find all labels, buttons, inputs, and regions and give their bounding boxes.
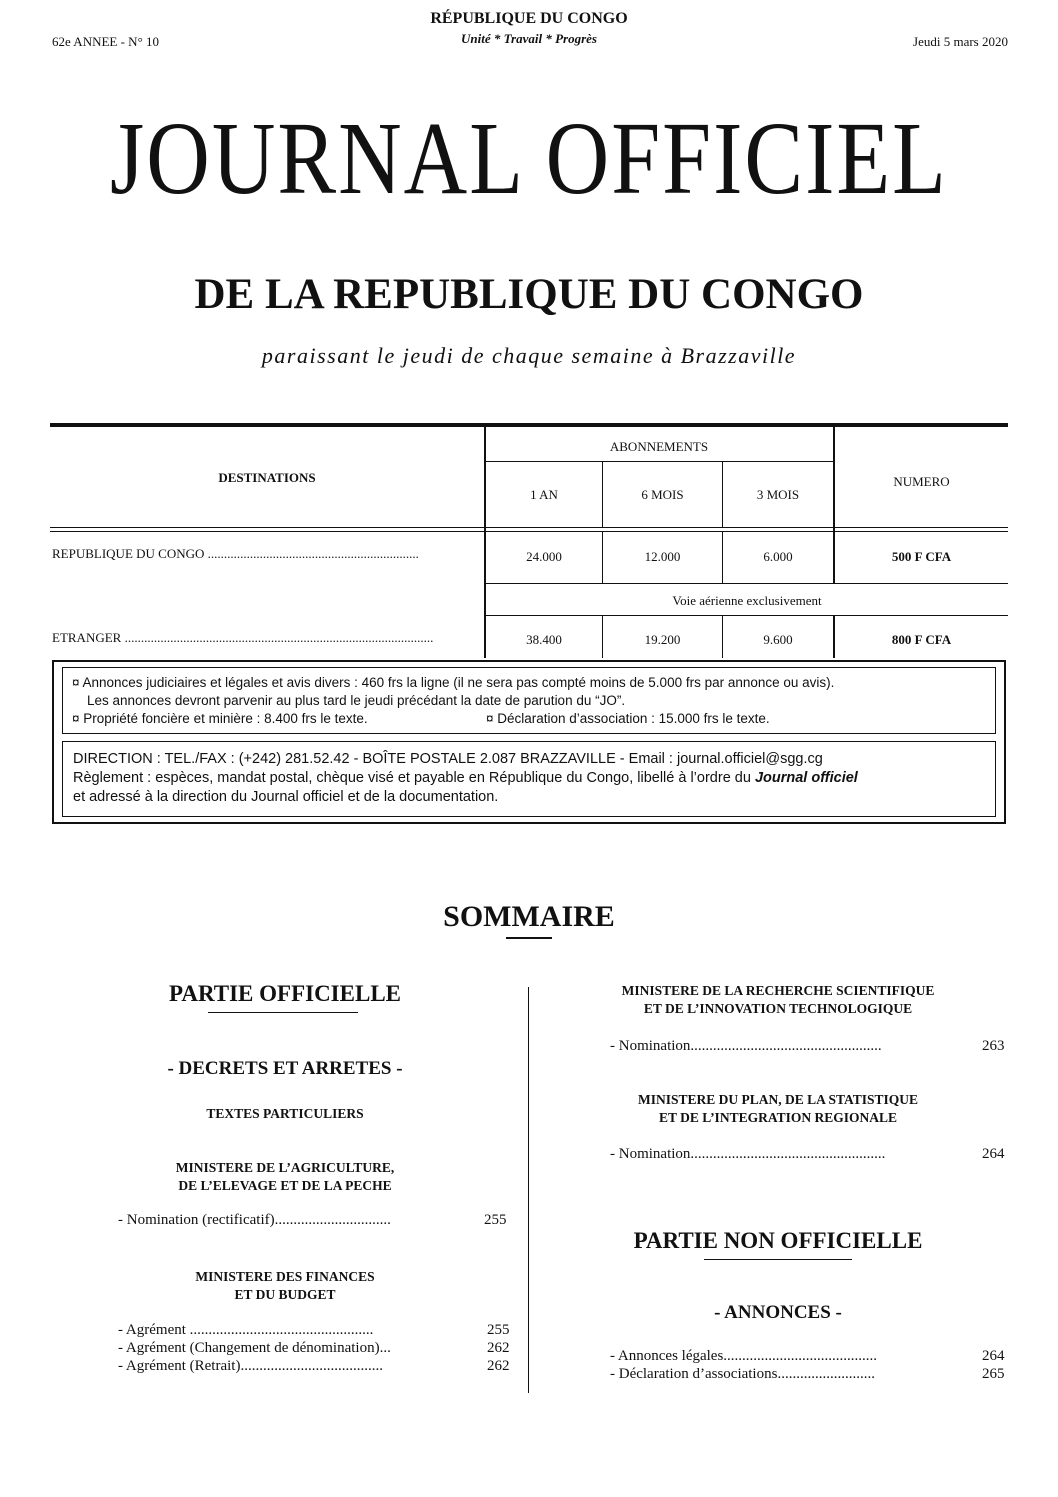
issue-date: Jeudi 5 mars 2020: [913, 34, 1008, 49]
table-top-rule: [50, 423, 1008, 427]
direction-reglement: Règlement : espèces, mandat postal, chèque visé et payable en République du Congo, libellé à l’ordre du Journal officiel: [73, 770, 858, 786]
toc-item-nomination-plan[interactable]: - Nomination....................................................: [610, 1146, 886, 1162]
toc-page-262a: 262: [487, 1340, 510, 1356]
annonces-heading: - ANNONCES -: [714, 1302, 842, 1323]
toc-item-annonces-legales[interactable]: - Annonces légales.........................................: [610, 1348, 878, 1364]
toc-page-264a: 264: [982, 1146, 1005, 1162]
abonnements-header: ABONNEMENTS: [609, 439, 709, 454]
toc-page-255a: 255: [484, 1212, 507, 1228]
journal-title: JOURNAL OFFICIEL: [110, 102, 948, 217]
air-mail-note: Voie aérienne exclusivement: [672, 593, 822, 608]
issue-number: 62e ANNEE - N° 10: [52, 34, 160, 49]
toc-item-declaration-associations[interactable]: - Déclaration d’associations..........................: [610, 1366, 875, 1382]
partie-non-officielle-underline: [704, 1259, 852, 1260]
congo-6-mois: 12.000: [644, 549, 681, 564]
table-vline-1: [484, 427, 486, 658]
journal-tagline: paraissant le jeudi de chaque semaine à Brazzaville: [261, 343, 797, 368]
journal-officiel-emphasis: Journal officiel: [754, 770, 858, 786]
congo-numero: 500 F CFA: [891, 549, 952, 564]
toc-item-nomination-recherche[interactable]: - Nomination...................................................: [610, 1038, 882, 1054]
notice-propriete: ¤ Propriété foncière et minière : 8.400 frs le texte.: [72, 711, 368, 726]
row-etranger-label: ETRANGER ...............................................................................................: [52, 630, 434, 645]
row2-rule-top: [484, 615, 1008, 616]
toc-item-agrement[interactable]: - Agrément .................................................: [118, 1322, 374, 1338]
toc-item-agrement-changement[interactable]: - Agrément (Changement de dénomination)...: [118, 1340, 391, 1356]
etranger-numero: 800 F CFA: [891, 632, 952, 647]
partie-non-officielle-heading: PARTIE NON OFFICIELLE: [633, 1228, 923, 1253]
toc-page-265: 265: [982, 1366, 1005, 1382]
period-6-mois: 6 MOIS: [641, 487, 684, 502]
table-header-rule: [50, 527, 1008, 528]
notice-annonces: ¤ Annonces judiciaires et légales et avis divers : 460 frs la ligne (il ne sera pas compté moins de 5.000 frs par annonce ou avis).: [72, 675, 835, 690]
row1-rule-top: [484, 583, 1008, 584]
destinations-header: DESTINATIONS: [218, 470, 316, 485]
toc-item-agrement-retrait[interactable]: - Agrément (Retrait)......................................: [118, 1358, 383, 1374]
table-header-rule-2: [50, 531, 1008, 532]
etranger-1-an: 38.400: [526, 632, 562, 647]
direction-adresse: et adressé à la direction du Journal officiel et de la documentation.: [73, 789, 499, 805]
notice-association: ¤ Déclaration d’association : 15.000 frs le texte.: [486, 711, 770, 726]
republic-name: RÉPUBLIQUE DU CONGO: [430, 10, 628, 27]
journal-subtitle: DE LA REPUBLIQUE DU CONGO: [194, 271, 864, 318]
abonnements-rule: [484, 461, 834, 462]
decrets-arretes-heading: - DECRETS ET ARRETES -: [167, 1058, 403, 1079]
congo-1-an: 24.000: [526, 549, 562, 564]
sommaire-underline: [506, 937, 552, 939]
direction-contact: DIRECTION : TEL./FAX : (+242) 281.52.42 - BOÎTE POSTALE 2.087 BRAZZAVILLE - Email : journal.officiel@sgg.cg: [73, 751, 823, 767]
numero-header: NUMERO: [893, 474, 950, 489]
partie-officielle-underline: [208, 1012, 358, 1013]
toc-item-nomination-rectificatif[interactable]: - Nomination (rectificatif)...............................: [118, 1212, 391, 1228]
row-congo-label: REPUBLIQUE DU CONGO .................................................................: [52, 546, 419, 561]
partie-officielle-heading: PARTIE OFFICIELLE: [169, 981, 401, 1006]
ministry-agriculture-heading: MINISTERE DE L’AGRICULTURE, DE L’ELEVAGE ET DE LA PECHE: [175, 1160, 395, 1193]
etranger-6-mois: 19.200: [644, 632, 681, 647]
toc-page-263: 263: [982, 1038, 1005, 1054]
ministry-plan-heading: MINISTERE DU PLAN, DE LA STATISTIQUE ET DE L’INTEGRATION REGIONALE: [637, 1092, 919, 1125]
ministry-recherche-heading: MINISTERE DE LA RECHERCHE SCIENTIFIQUE ET DE L’INNOVATION TECHNOLOGIQUE: [621, 983, 935, 1016]
congo-3-mois: 6.000: [763, 549, 793, 564]
sommaire-title: SOMMAIRE: [443, 900, 615, 933]
toc-page-262b: 262: [487, 1358, 510, 1374]
ministry-finances-heading: MINISTERE DES FINANCES ET DU BUDGET: [195, 1269, 375, 1302]
period-1-an: 1 AN: [530, 487, 558, 502]
textes-particuliers-heading: TEXTES PARTICULIERS: [206, 1106, 364, 1121]
toc-page-255b: 255: [487, 1322, 510, 1338]
national-motto: Unité * Travail * Progrès: [460, 31, 597, 46]
notice-deadline: Les annonces devront parvenir au plus tard le jeudi précédant la date de parution du “JO”.: [87, 693, 626, 708]
toc-page-264b: 264: [982, 1348, 1005, 1364]
column-divider: [528, 987, 529, 1393]
period-3-mois: 3 MOIS: [756, 487, 800, 502]
etranger-3-mois: 9.600: [763, 632, 793, 647]
